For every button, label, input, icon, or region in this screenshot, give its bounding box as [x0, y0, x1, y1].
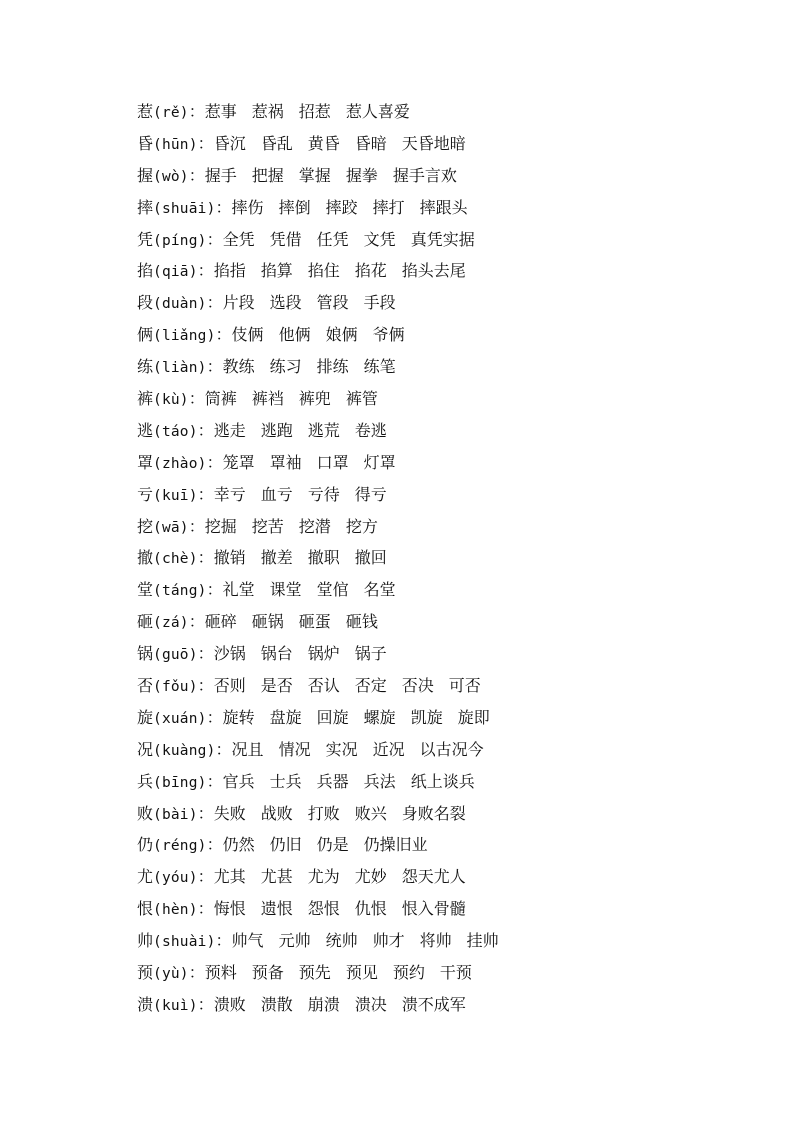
entry-word: 统帅	[325, 931, 358, 951]
entry-word: 凭借	[269, 229, 302, 249]
entry-separator: ：	[206, 771, 223, 791]
entry-word: 昏沉	[213, 133, 246, 153]
vocabulary-entry	[137, 447, 757, 479]
entry-word-list	[223, 772, 475, 791]
entry-word: 预料	[204, 963, 237, 983]
vocabulary-entry	[137, 128, 757, 160]
entry-word: 溃散	[260, 994, 293, 1014]
entry-word: 溃不成军	[401, 994, 466, 1014]
entry-word: 可否	[448, 676, 481, 696]
entry-word: 逃跑	[260, 420, 293, 440]
entry-word: 昏乱	[260, 133, 293, 153]
entry-word: 掌握	[298, 165, 331, 185]
vocabulary-entry	[137, 192, 757, 224]
entry-separator: ：	[206, 357, 223, 377]
entry-word-list	[223, 230, 475, 249]
entry-separator: ：	[206, 580, 223, 600]
entry-character: 恨	[137, 899, 154, 919]
entry-word: 摔打	[372, 197, 405, 217]
entry-word: 否决	[401, 676, 434, 696]
entry-word: 挂帅	[466, 931, 499, 951]
entry-separator: ：	[188, 516, 205, 536]
entry-word: 掐头去尾	[401, 261, 466, 281]
entry-word: 手段	[363, 293, 396, 313]
entry-character: 溃	[137, 994, 154, 1014]
entry-word: 预先	[298, 963, 331, 983]
entry-word: 螺旋	[363, 707, 396, 727]
entry-character: 旋	[137, 707, 154, 727]
entry-word: 选段	[269, 293, 302, 313]
entry-word-list	[214, 134, 466, 153]
entry-separator: ：	[188, 963, 205, 983]
entry-word: 身败名裂	[401, 803, 466, 823]
entry-pinyin: (bīng)	[153, 774, 207, 791]
entry-word: 崩溃	[307, 994, 340, 1014]
entry-word: 旋转	[222, 707, 255, 727]
entry-character: 预	[137, 963, 154, 983]
entry-word: 兵法	[363, 771, 396, 791]
entry-word: 逃走	[213, 420, 246, 440]
entry-word: 旋即	[457, 707, 490, 727]
entry-separator: ：	[206, 452, 223, 472]
entry-word: 将帅	[419, 931, 452, 951]
entry-word: 口罩	[316, 452, 349, 472]
entry-word: 近况	[372, 739, 405, 759]
entry-character: 挖	[137, 516, 154, 536]
vocabulary-entry	[137, 861, 757, 893]
entry-word: 恨入骨髓	[401, 899, 466, 919]
entry-word: 尤妙	[354, 867, 387, 887]
vocabulary-entry	[137, 383, 757, 415]
entry-separator: ：	[197, 261, 214, 281]
entry-character: 帅	[137, 931, 154, 951]
entry-word: 失败	[213, 803, 246, 823]
entry-pinyin: (zá)	[153, 615, 189, 632]
entry-word: 兵器	[316, 771, 349, 791]
entry-character: 裤	[137, 389, 154, 409]
entry-word: 悔恨	[213, 899, 246, 919]
entry-character: 掐	[137, 261, 154, 281]
entry-word-list	[205, 166, 457, 185]
entry-word: 卷逃	[354, 420, 387, 440]
entry-word-list	[223, 453, 396, 472]
entry-separator: ：	[197, 133, 214, 153]
entry-word: 练笔	[363, 357, 396, 377]
entry-word-list	[214, 261, 466, 280]
entry-character: 段	[137, 293, 154, 313]
entry-character: 俩	[137, 325, 154, 345]
entry-character: 兵	[137, 771, 154, 791]
entry-word: 元帅	[278, 931, 311, 951]
entry-word: 伎俩	[231, 325, 264, 345]
entry-character: 况	[137, 739, 154, 759]
entry-word: 摔跟头	[419, 197, 468, 217]
entry-word: 否则	[213, 676, 246, 696]
vocabulary-entry	[137, 96, 757, 128]
vocabulary-entry	[137, 542, 757, 574]
entry-word: 干预	[439, 963, 472, 983]
entry-character: 摔	[137, 197, 154, 217]
entry-pinyin: (chè)	[153, 551, 198, 568]
entry-word: 否认	[307, 676, 340, 696]
entry-separator: ：	[197, 803, 214, 823]
entry-pinyin: (kù)	[153, 392, 189, 409]
entry-character: 凭	[137, 229, 154, 249]
entry-pinyin: (liàn)	[153, 360, 207, 377]
entry-separator: ：	[197, 676, 214, 696]
entry-word: 溃败	[213, 994, 246, 1014]
entry-character: 否	[137, 676, 154, 696]
entry-word: 盘旋	[269, 707, 302, 727]
entry-character: 亏	[137, 484, 154, 504]
vocabulary-entry	[137, 798, 757, 830]
entry-pinyin: (yóu)	[153, 870, 198, 887]
entry-word: 摔倒	[278, 197, 311, 217]
vocabulary-entry	[137, 989, 757, 1021]
entry-word: 掐算	[260, 261, 293, 281]
entry-word: 管段	[316, 293, 349, 313]
entry-pinyin: (kuàng)	[153, 742, 216, 759]
vocabulary-entry	[137, 160, 757, 192]
entry-word: 情况	[278, 739, 311, 759]
entry-word: 战败	[260, 803, 293, 823]
entry-word-list	[223, 708, 490, 727]
entry-word: 娘俩	[325, 325, 358, 345]
entry-separator: ：	[188, 612, 205, 632]
entry-word-list	[205, 389, 378, 408]
entry-separator: ：	[197, 548, 214, 568]
entry-word: 把握	[251, 165, 284, 185]
vocabulary-entry	[137, 287, 757, 319]
entry-word: 回旋	[316, 707, 349, 727]
entry-word: 砸碎	[204, 612, 237, 632]
entry-word-list	[232, 198, 468, 217]
entry-character: 逃	[137, 420, 154, 440]
entry-word: 帅才	[372, 931, 405, 951]
entry-word: 真凭实据	[410, 229, 475, 249]
entry-word: 预见	[345, 963, 378, 983]
entry-pinyin: (rě)	[153, 105, 189, 121]
entry-pinyin: (réng)	[153, 838, 207, 855]
entry-word: 打败	[307, 803, 340, 823]
entry-word: 惹祸	[251, 102, 284, 121]
entry-word-list	[232, 740, 484, 759]
entry-word: 挖掘	[204, 516, 237, 536]
vocabulary-entry	[137, 766, 757, 798]
entry-word: 招惹	[298, 102, 331, 121]
entry-word: 怨恨	[307, 899, 340, 919]
entry-word: 锅台	[260, 644, 293, 664]
entry-word: 任凭	[316, 229, 349, 249]
vocabulary-entry	[137, 224, 757, 256]
entry-word: 是否	[260, 676, 293, 696]
entry-word: 仇恨	[354, 899, 387, 919]
entry-word: 预约	[392, 963, 425, 983]
entry-character: 练	[137, 357, 154, 377]
entry-word-list	[214, 899, 466, 918]
entry-word: 摔伤	[231, 197, 264, 217]
vocabulary-entry	[137, 606, 757, 638]
entry-word: 握手	[204, 165, 237, 185]
entry-word-list	[232, 931, 499, 950]
entry-character: 罩	[137, 452, 154, 472]
entry-word: 士兵	[269, 771, 302, 791]
entry-word: 砸钱	[345, 612, 378, 632]
entry-word: 天昏地暗	[401, 133, 466, 153]
entry-pinyin: (yù)	[153, 966, 189, 983]
entry-pinyin: (bài)	[153, 806, 198, 823]
entry-word-list	[214, 548, 387, 567]
entry-separator: ：	[215, 739, 232, 759]
entry-word: 撤差	[260, 548, 293, 568]
entry-word-list	[214, 485, 387, 504]
entry-word: 凯旋	[410, 707, 443, 727]
entry-word-list	[232, 325, 405, 344]
entry-word: 挖方	[345, 516, 378, 536]
entry-word: 尤甚	[260, 867, 293, 887]
entry-word-list	[205, 102, 410, 121]
entry-word: 灯罩	[363, 452, 396, 472]
entry-word: 笼罩	[222, 452, 255, 472]
entry-pinyin: (zhào)	[153, 455, 207, 472]
entry-word: 撤销	[213, 548, 246, 568]
entry-character: 握	[137, 165, 154, 185]
entry-separator: ：	[188, 165, 205, 185]
entry-pinyin: (wò)	[153, 168, 189, 185]
entry-word: 练习	[269, 357, 302, 377]
entry-character: 锅	[137, 644, 154, 664]
entry-pinyin: (shuāi)	[153, 200, 216, 217]
entry-word: 锅炉	[307, 644, 340, 664]
entry-separator: ：	[206, 229, 223, 249]
entry-word: 掐住	[307, 261, 340, 281]
entry-pinyin: (táo)	[153, 423, 198, 440]
vocabulary-entry	[137, 734, 757, 766]
vocabulary-entry	[137, 319, 757, 351]
entry-word: 裤兜	[298, 389, 331, 409]
entry-separator: ：	[188, 389, 205, 409]
entry-pinyin: (liǎng)	[153, 328, 216, 345]
entry-separator: ：	[206, 707, 223, 727]
entry-separator: ：	[197, 994, 214, 1014]
entry-character: 堂	[137, 580, 154, 600]
entry-word: 撤回	[354, 548, 387, 568]
entry-word: 仍旧	[269, 835, 302, 855]
entry-word: 得亏	[354, 484, 387, 504]
entry-word-list	[214, 867, 466, 886]
entry-separator: ：	[197, 484, 214, 504]
entry-word: 掐指	[213, 261, 246, 281]
vocabulary-list	[137, 96, 757, 1021]
vocabulary-entry	[137, 670, 757, 702]
entry-character: 仍	[137, 835, 154, 855]
entry-pinyin: (kuī)	[153, 487, 198, 504]
entry-word: 怨天尤人	[401, 867, 466, 887]
entry-word: 逃荒	[307, 420, 340, 440]
entry-word: 裤管	[345, 389, 378, 409]
entry-pinyin: (táng)	[153, 583, 207, 600]
entry-word-list	[223, 357, 396, 376]
entry-word: 仍然	[222, 835, 255, 855]
entry-word-list	[214, 804, 466, 823]
vocabulary-entry	[137, 415, 757, 447]
entry-word: 全凭	[222, 229, 255, 249]
entry-character: 尤	[137, 867, 154, 887]
entry-word: 沙锅	[213, 644, 246, 664]
entry-word: 他俩	[278, 325, 311, 345]
entry-character: 昏	[137, 133, 154, 153]
entry-word-list	[205, 517, 378, 536]
vocabulary-entry	[137, 574, 757, 606]
entry-word: 况且	[231, 739, 264, 759]
vocabulary-entry	[137, 957, 757, 989]
entry-word: 掐花	[354, 261, 387, 281]
entry-word: 惹事	[204, 102, 237, 121]
entry-word: 文凭	[363, 229, 396, 249]
entry-word: 纸上谈兵	[410, 771, 475, 791]
entry-word: 帅气	[231, 931, 264, 951]
entry-separator: ：	[215, 931, 232, 951]
entry-word-list	[214, 421, 387, 440]
entry-word: 仍操旧业	[363, 835, 428, 855]
entry-word-list	[223, 835, 428, 854]
vocabulary-entry	[137, 893, 757, 925]
vocabulary-entry	[137, 829, 757, 861]
vocabulary-entry	[137, 925, 757, 957]
entry-separator: ：	[188, 102, 205, 121]
entry-word-list	[223, 293, 396, 312]
entry-character: 败	[137, 803, 154, 823]
entry-separator: ：	[197, 420, 214, 440]
entry-word: 教练	[222, 357, 255, 377]
entry-separator: ：	[206, 293, 223, 313]
entry-separator: ：	[197, 644, 214, 664]
entry-pinyin: (fǒu)	[153, 679, 198, 696]
entry-word: 礼堂	[222, 580, 255, 600]
entry-word: 预备	[251, 963, 284, 983]
vocabulary-entry	[137, 351, 757, 383]
entry-word: 官兵	[222, 771, 255, 791]
entry-word: 砸蛋	[298, 612, 331, 632]
entry-pinyin: (xuán)	[153, 710, 207, 727]
entry-pinyin: (hèn)	[153, 902, 198, 919]
entry-character: 砸	[137, 612, 154, 632]
entry-word: 挖潜	[298, 516, 331, 536]
entry-word-list	[223, 580, 396, 599]
entry-word: 尤其	[213, 867, 246, 887]
entry-pinyin: (kuì)	[153, 997, 198, 1014]
entry-word: 尤为	[307, 867, 340, 887]
entry-word: 遗恨	[260, 899, 293, 919]
entry-pinyin: (duàn)	[153, 296, 207, 313]
entry-pinyin: (hūn)	[153, 136, 198, 153]
vocabulary-entry	[137, 479, 757, 511]
entry-word: 否定	[354, 676, 387, 696]
entry-word-list	[214, 644, 387, 663]
entry-separator: ：	[215, 325, 232, 345]
entry-word-list	[214, 676, 481, 695]
entry-word: 排练	[316, 357, 349, 377]
entry-word: 实况	[325, 739, 358, 759]
vocabulary-entry	[137, 511, 757, 543]
entry-word-list	[205, 963, 472, 982]
entry-word: 砸锅	[251, 612, 284, 632]
entry-word: 幸亏	[213, 484, 246, 504]
entry-word: 黄昏	[307, 133, 340, 153]
entry-word: 溃决	[354, 994, 387, 1014]
entry-separator: ：	[206, 835, 223, 855]
entry-word: 撤职	[307, 548, 340, 568]
entry-word: 握手言欢	[392, 165, 457, 185]
vocabulary-entry	[137, 255, 757, 287]
entry-separator: ：	[197, 899, 214, 919]
entry-word: 惹人喜爱	[345, 102, 410, 121]
entry-word-list	[205, 612, 378, 631]
entry-pinyin: (wā)	[153, 519, 189, 536]
entry-word: 课堂	[269, 580, 302, 600]
entry-pinyin: (qiā)	[153, 264, 198, 281]
entry-word: 裤裆	[251, 389, 284, 409]
entry-word: 亏待	[307, 484, 340, 504]
entry-pinyin: (shuài)	[153, 934, 216, 951]
entry-word: 爷俩	[372, 325, 405, 345]
entry-character: 撤	[137, 548, 154, 568]
entry-pinyin: (guō)	[153, 647, 198, 664]
entry-word: 名堂	[363, 580, 396, 600]
entry-word: 血亏	[260, 484, 293, 504]
vocabulary-entry	[137, 638, 757, 670]
entry-word: 昏暗	[354, 133, 387, 153]
entry-word: 握拳	[345, 165, 378, 185]
entry-word: 仍是	[316, 835, 349, 855]
entry-word: 罩袖	[269, 452, 302, 472]
entry-word: 堂倌	[316, 580, 349, 600]
entry-word: 摔跤	[325, 197, 358, 217]
entry-word-list	[214, 995, 466, 1014]
entry-word: 筒裤	[204, 389, 237, 409]
entry-pinyin: (píng)	[153, 232, 207, 249]
entry-separator: ：	[215, 197, 232, 217]
entry-word: 锅子	[354, 644, 387, 664]
entry-word: 败兴	[354, 803, 387, 823]
entry-word: 以古况今	[419, 739, 484, 759]
entry-character: 惹	[137, 102, 154, 121]
entry-word: 片段	[222, 293, 255, 313]
entry-word: 挖苦	[251, 516, 284, 536]
entry-separator: ：	[197, 867, 214, 887]
vocabulary-entry	[137, 702, 757, 734]
